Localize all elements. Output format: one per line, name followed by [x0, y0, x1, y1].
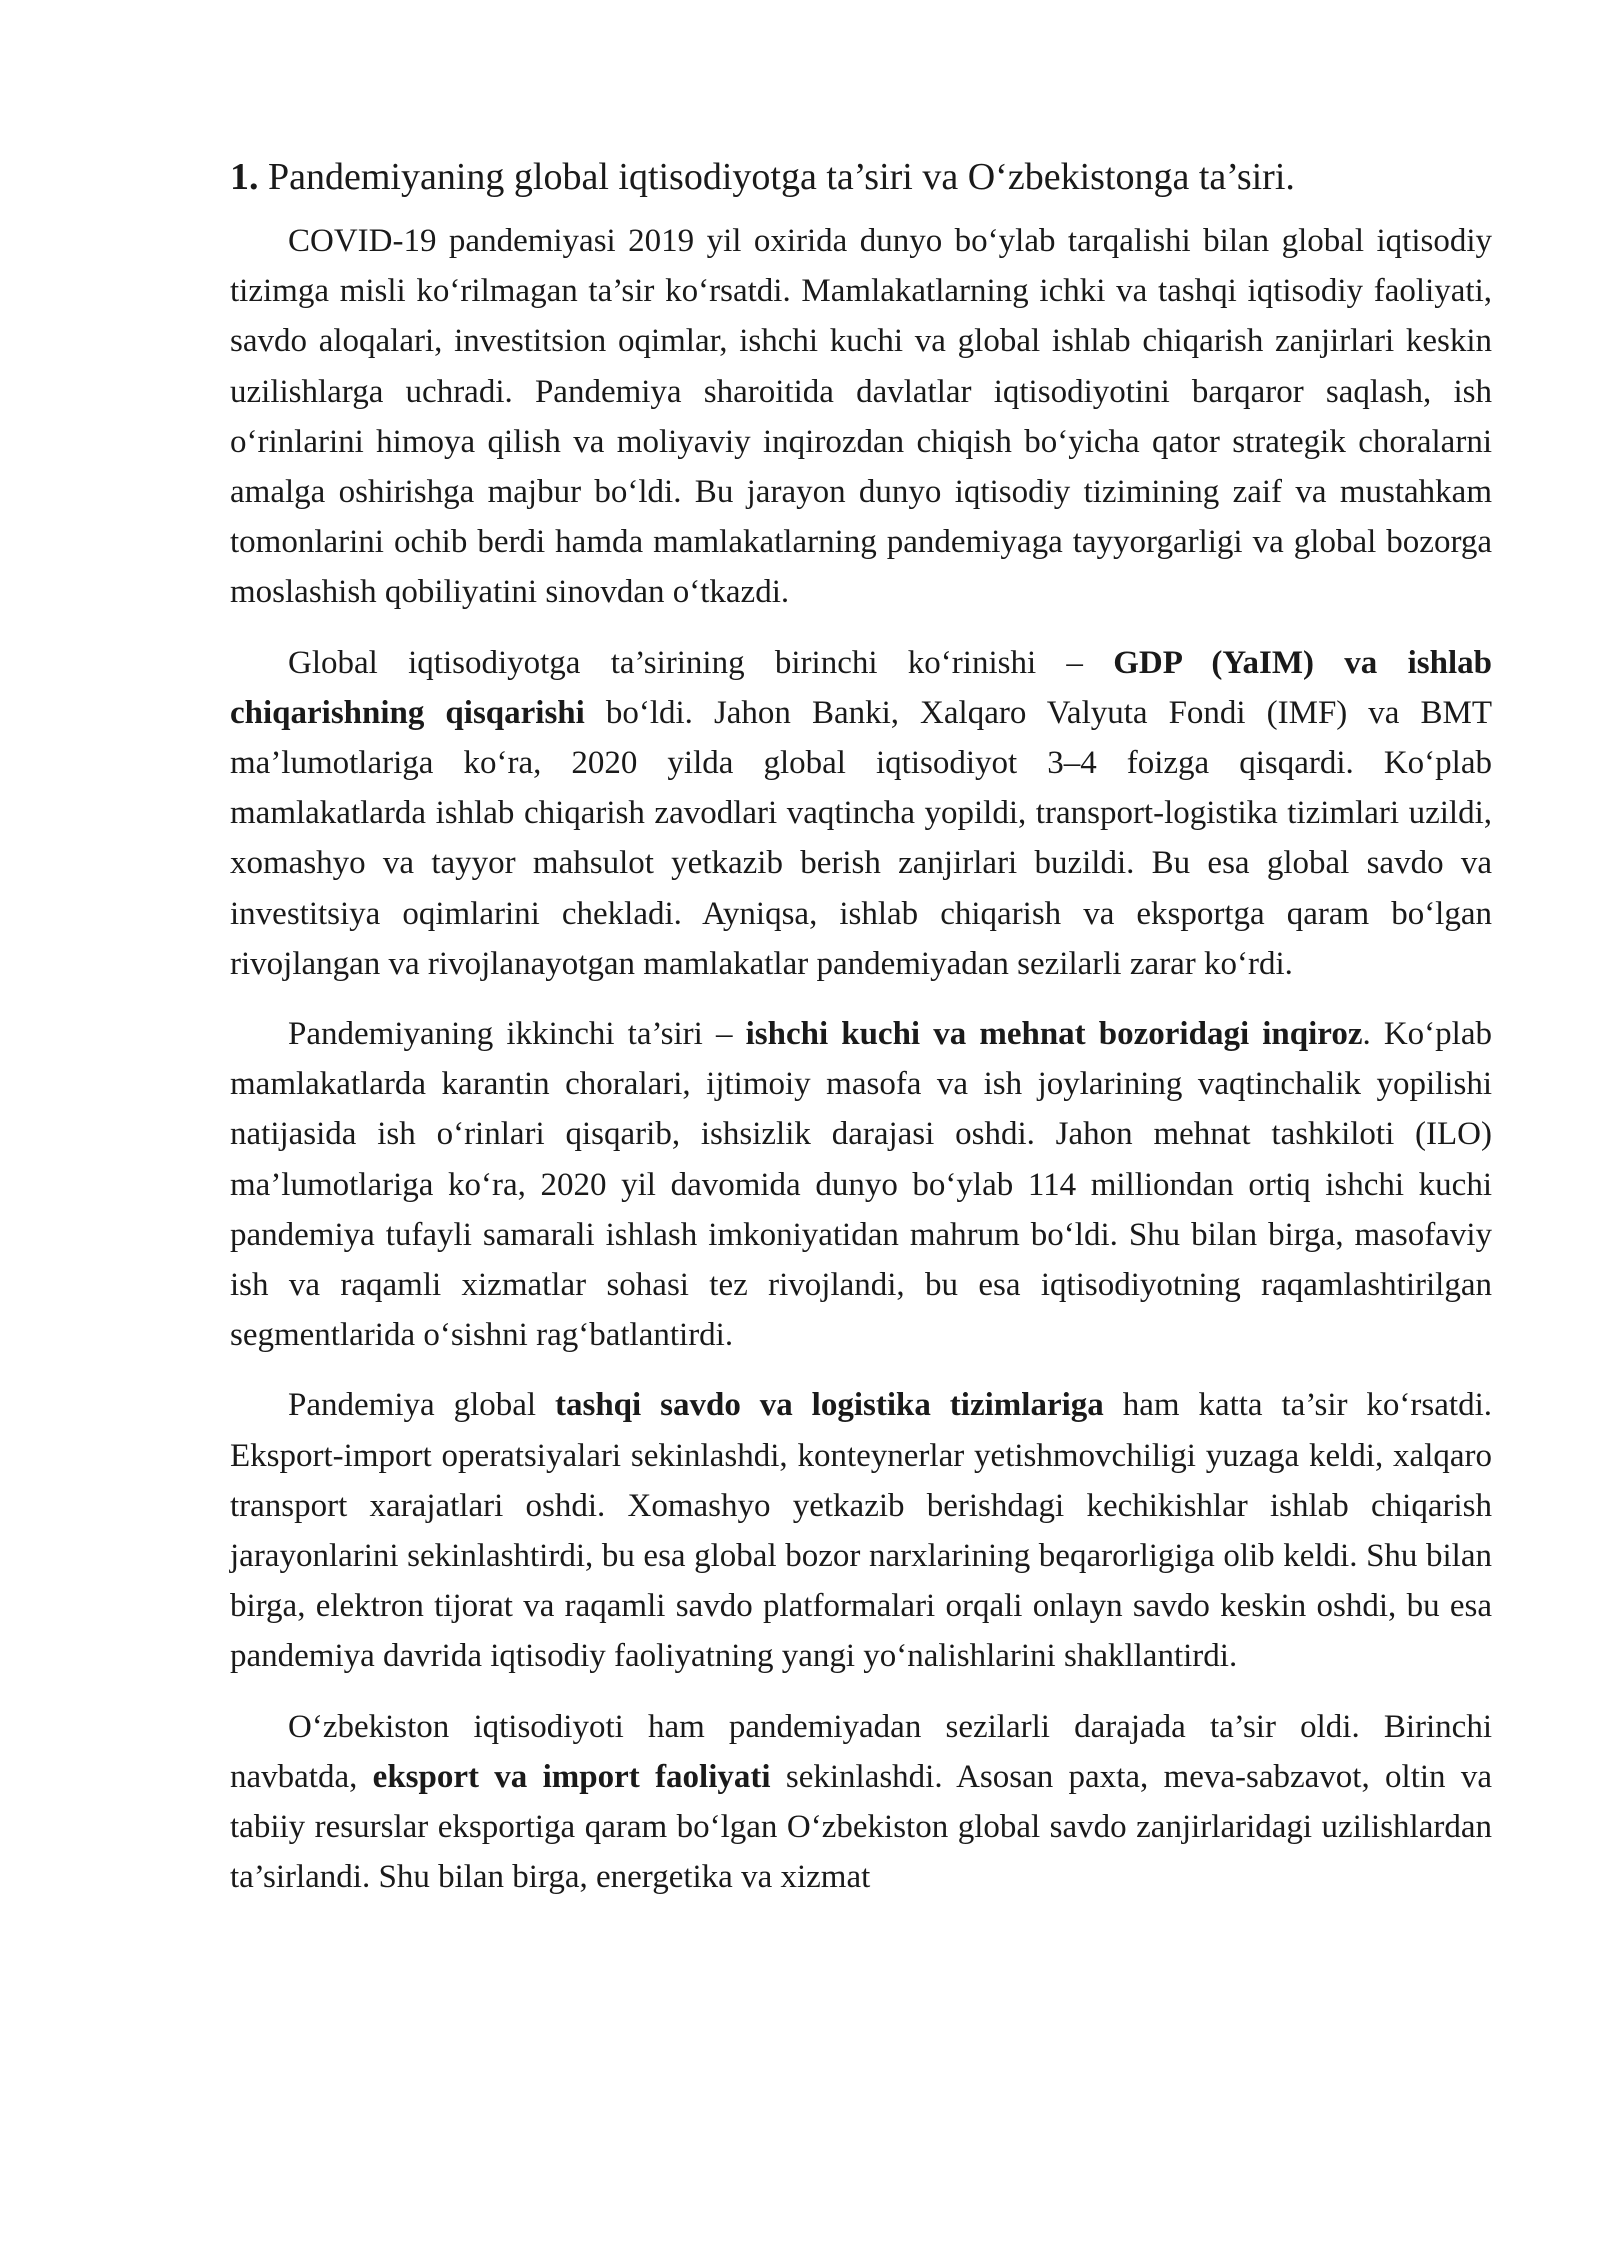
document-body [230, 152, 1492, 1923]
paragraph-1 [230, 216, 1492, 618]
paragraph-text: Global iqtisodiyotga ta’sirining birinchi ko‘rinishi – [288, 644, 1114, 681]
paragraph-text: bo‘ldi. Jahon Banki, Xalqaro Valyuta Fondi (IMF) va BMT ma’lumotlariga ko‘ra, 2020 yilda global iqtisodiyot 3–4 foizga qisqardi. Ko‘plab mamlakatlarda ishlab chiqarish zavodlari vaqtincha yopildi, transport-logistika tizimlari uzildi, xomashyo va tayyor mahsulot yetkazib berish zanjirlari buzildi. Bu esa global savdo va investitsiya oqimlarini chekladi. Ayniqsa, ishlab chiqarish va eksportga qaram bo‘lgan rivojlangan va rivojlanayotgan mamlakatlar pandemiyadan sezilarli zarar ko‘rdi. [230, 694, 1492, 982]
section-number: 1. [230, 156, 259, 198]
paragraph-text: Pandemiyaning ikkinchi ta’siri – [288, 1016, 746, 1053]
paragraph-5 [230, 1702, 1492, 1903]
paragraph-text: Pandemiya global [288, 1387, 555, 1424]
paragraph-4 [230, 1380, 1492, 1681]
paragraph-text: O‘zbekiston iqtisodiyoti ham pandemiyadan sezilarli darajada ta’sir oldi. Birinchi navbatda, [230, 1708, 1492, 1795]
bold-phrase: GDP (YaIM) va ishlab chiqarishning qisqarishi [230, 644, 1492, 731]
paragraph-text: ham katta ta’sir ko‘rsatdi. Eksport-import operatsiyalari sekinlashdi, konteynerlar yetishmovchiligi yuzaga keldi, xalqaro transport xarajatlari oshdi. Xomashyo yetkazib berishdagi kechikishlar ishlab chiqarish jarayonlarini sekinlashtirdi, bu esa global bozor narxlarining beqarorligiga olib keldi. Shu bilan birga, elektron tijorat va raqamli savdo platformalari orqali onlayn savdo keskin oshdi, bu esa pandemiya davrida iqtisodiy faoliyatning yangi yo‘nalishlarini shakllantirdi. [230, 1387, 1492, 1675]
paragraph-2 [230, 638, 1492, 989]
bold-phrase: tashqi savdo va logistika tizimlariga [554, 1387, 1104, 1424]
section-title: Pandemiyaning global iqtisodiyotga ta’siri va O‘zbekistonga ta’siri. [268, 156, 1295, 198]
paragraph-text: . Ko‘plab mamlakatlarda karantin choralari, ijtimoiy masofa va ish joylarining vaqtinchalik yopilishi natijasida ish o‘rinlari qisqarib, ishsizlik darajasi oshdi. Jahon mehnat tashkiloti (ILO) ma’lumotlariga ko‘ra, 2020 yil davomida dunyo bo‘ylab 114 milliondan ortiq ishchi kuchi pandemiya tufayli samarali ishlash imkoniyatidan mahrum bo‘ldi. Shu bilan birga, masofaviy ish va raqamli xizmatlar sohasi tez rivojlandi, bu esa iqtisodiyotning raqamlashtirilgan segmentlarida o‘sishni rag‘batlantirdi. [230, 1016, 1492, 1354]
bold-phrase: ishchi kuchi va mehnat bozoridagi inqiroz [745, 1016, 1363, 1053]
paragraph-text: COVID-19 pandemiyasi 2019 yil oxirida dunyo bo‘ylab tarqalishi bilan global iqtisodiy tizimga misli ko‘rilmagan ta’sir ko‘rsatdi. Mamlakatlarning ichki va tashqi iqtisodiy faoliyati, savdo aloqalari, investitsion oqimlar, ishchi kuchi va global ishlab chiqarish zanjirlari keskin uzilishlarga uchradi. Pandemiya sharoitida davlatlar iqtisodiyotini barqaror saqlash, ish o‘rinlarini himoya qilish va moliyaviy inqirozdan chiqish bo‘yicha qator strategik choralarni amalga oshirishga majbur bo‘ldi. Bu jarayon dunyo iqtisodiy tizimining zaif va mustahkam tomonlarini ochib berdi hamda mamlakatlarning pandemiyaga tayyorgarligi va global bozorga moslashish qobiliyatini sinovdan o‘tkazdi. [230, 223, 1492, 611]
bold-phrase: eksport va import faoliyati [372, 1758, 771, 1795]
paragraph-3 [230, 1009, 1492, 1360]
section-heading [230, 152, 1492, 202]
paragraph-text: sekinlashdi. Asosan paxta, meva-sabzavot, oltin va tabiiy resurslar eksportiga qaram bo‘lgan O‘zbekiston global savdo zanjirlaridagi uzilishlardan ta’sirlandi. Shu bilan birga, energetika va xizmat [230, 1758, 1492, 1896]
